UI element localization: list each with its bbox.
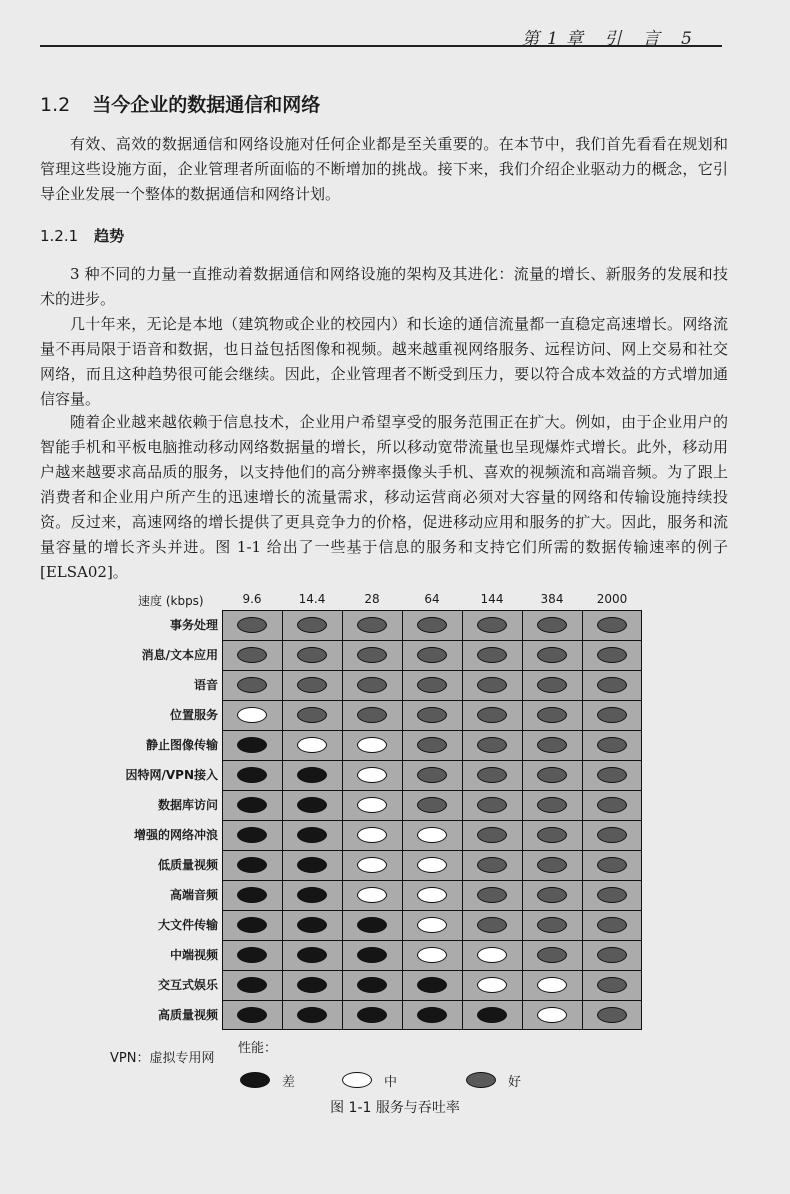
- performance-mark-good: [477, 647, 507, 663]
- section-title: 当今企业的数据通信和网络: [92, 94, 321, 116]
- performance-mark-good: [537, 947, 567, 963]
- grid-line-horizontal: [223, 910, 641, 911]
- performance-mark-good: [477, 617, 507, 633]
- legend-label-medium: 中: [384, 1075, 398, 1090]
- performance-mark-poor: [357, 1007, 387, 1023]
- performance-mark-poor: [297, 797, 327, 813]
- performance-mark-good: [477, 677, 507, 693]
- subsection-heading: [40, 225, 124, 246]
- service-label-1: 消息/文本应用: [141, 648, 218, 662]
- legend-swatch-medium: [342, 1072, 372, 1088]
- performance-mark-good: [357, 707, 387, 723]
- performance-mark-medium: [477, 977, 507, 993]
- performance-mark-good: [297, 617, 327, 633]
- performance-mark-medium: [357, 767, 387, 783]
- legend-label-poor: 差: [282, 1075, 296, 1090]
- speed-tick-0: 9.6: [242, 592, 262, 606]
- running-header: 第1章 引 言 5: [522, 29, 700, 49]
- grid-line-horizontal: [223, 760, 641, 761]
- performance-mark-good: [417, 797, 447, 813]
- performance-mark-good: [537, 767, 567, 783]
- performance-mark-good: [417, 617, 447, 633]
- performance-mark-medium: [237, 707, 267, 723]
- service-label-6: 数据库访问: [157, 798, 218, 812]
- service-label-5: 因特网/VPN接入: [125, 768, 218, 782]
- performance-mark-medium: [417, 947, 447, 963]
- performance-mark-good: [417, 647, 447, 663]
- performance-mark-good: [537, 707, 567, 723]
- service-label-0: 事务处理: [169, 618, 218, 632]
- service-label-2: 语音: [193, 678, 218, 692]
- service-label-8: 低质量视频: [157, 858, 218, 872]
- performance-mark-poor: [237, 977, 267, 993]
- legend-title: 性能：: [238, 1041, 278, 1056]
- performance-mark-poor: [297, 887, 327, 903]
- performance-mark-poor: [297, 827, 327, 843]
- performance-mark-good: [237, 617, 267, 633]
- performance-mark-good: [477, 737, 507, 753]
- performance-mark-poor: [297, 1007, 327, 1023]
- performance-mark-medium: [417, 857, 447, 873]
- performance-mark-good: [417, 677, 447, 693]
- performance-mark-poor: [297, 857, 327, 873]
- performance-mark-good: [537, 737, 567, 753]
- performance-mark-medium: [357, 857, 387, 873]
- performance-mark-medium: [537, 1007, 567, 1023]
- performance-mark-medium: [537, 977, 567, 993]
- speed-tick-5: 384: [540, 592, 564, 606]
- service-label-9: 高端音频: [169, 888, 218, 902]
- performance-mark-good: [297, 707, 327, 723]
- legend-swatch-poor: [240, 1072, 270, 1088]
- performance-mark-poor: [297, 947, 327, 963]
- section-number: 1.2: [40, 94, 71, 116]
- performance-mark-good: [477, 857, 507, 873]
- paragraph-3: 随着企业越来越依赖于信息技术，企业用户希望享受的服务范围正在扩大。例如，由于企业用户的智能手机和平板电脑推动移动网络数据量的增长，所以移动宽带流量也呈现爆炸式增长。此外，移动用户越来越要求高品质的服务，以支持他们的高分辨率摄像头手机、喜欢的视频流和高端音频。为了跟上消费者和企业用户所产生的迅速增长的流量需求，移动运营商必须对大容量的网络和传输设施持续投资。反过来，高速网络的增长提供了更具竞争力的价格，促进移动应用和服务的扩大。因此，服务和流量容量的增长齐头并进。图 1-1 给出了一些基于信息的服务和支持它们所需的数据传输速率的例子 [ELSA02]。: [40, 413, 728, 581]
- grid-line-horizontal: [223, 1000, 641, 1001]
- figure-caption: 图 1-1 服务与吞吐率: [330, 1100, 460, 1116]
- service-label-7: 增强的网络冲浪: [133, 828, 218, 842]
- vpn-note: VPN：虚拟专用网: [110, 1051, 215, 1066]
- grid-line-horizontal: [223, 670, 641, 671]
- performance-mark-poor: [357, 947, 387, 963]
- service-label-4: 静止图像传输: [145, 738, 218, 752]
- performance-mark-medium: [417, 827, 447, 843]
- performance-mark-medium: [357, 797, 387, 813]
- performance-mark-good: [297, 647, 327, 663]
- performance-mark-good: [597, 647, 627, 663]
- service-label-12: 交互式娱乐: [157, 978, 218, 992]
- performance-mark-good: [357, 677, 387, 693]
- grid-line-horizontal: [223, 730, 641, 731]
- performance-mark-good: [537, 827, 567, 843]
- grid-line-horizontal: [223, 850, 641, 851]
- performance-mark-medium: [477, 947, 507, 963]
- intro-paragraph: 有效、高效的数据通信和网络设施对任何企业都是至关重要的。在本节中，我们首先看看在规划和管理这些设施方面，企业管理者所面临的不断增加的挑战。接下来，我们介绍企业驱动力的概念，它引导企业发展一个整体的数据通信和网络计划。: [40, 135, 728, 203]
- performance-mark-good: [597, 737, 627, 753]
- performance-mark-poor: [237, 857, 267, 873]
- performance-mark-medium: [417, 887, 447, 903]
- performance-mark-poor: [297, 977, 327, 993]
- legend-label-good: 好: [508, 1075, 522, 1090]
- service-label-13: 高质量视频: [157, 1008, 218, 1022]
- performance-mark-good: [597, 947, 627, 963]
- performance-mark-good: [357, 647, 387, 663]
- performance-mark-good: [597, 617, 627, 633]
- performance-mark-good: [237, 647, 267, 663]
- performance-mark-good: [297, 677, 327, 693]
- performance-mark-good: [597, 797, 627, 813]
- grid-line-horizontal: [223, 820, 641, 821]
- speed-tick-2: 28: [364, 592, 380, 606]
- performance-mark-poor: [357, 917, 387, 933]
- legend-swatch-good: [466, 1072, 496, 1088]
- figure-1-1: [110, 585, 680, 1116]
- performance-mark-poor: [237, 767, 267, 783]
- grid-line-horizontal: [223, 970, 641, 971]
- performance-mark-good: [417, 707, 447, 723]
- performance-mark-poor: [237, 827, 267, 843]
- performance-mark-good: [477, 887, 507, 903]
- grid-line-horizontal: [223, 940, 641, 941]
- performance-mark-poor: [417, 977, 447, 993]
- service-throughput-grid: [222, 610, 642, 1030]
- performance-mark-good: [597, 887, 627, 903]
- speed-axis-label: 速度 (kbps): [138, 594, 204, 608]
- performance-mark-poor: [417, 1007, 447, 1023]
- performance-mark-medium: [297, 737, 327, 753]
- performance-mark-good: [597, 1007, 627, 1023]
- paragraph-2: 几十年来，无论是本地（建筑物或企业的校园内）和长途的通信流量都一直稳定高速增长。网络流量不再局限于语音和数据，也日益包括图像和视频。越来越重视网络服务、远程访问、网上交易和社交网络，而且这种趋势很可能会继续。因此，企业管理者不断受到压力，要以符合成本效益的方式增加通信容量。: [40, 315, 728, 408]
- performance-mark-good: [237, 677, 267, 693]
- performance-mark-good: [477, 767, 507, 783]
- service-label-10: 大文件传输: [157, 918, 218, 932]
- speed-tick-6: 2000: [596, 592, 628, 606]
- performance-mark-medium: [357, 827, 387, 843]
- performance-mark-good: [597, 707, 627, 723]
- subsection-title: 趋势: [94, 227, 125, 245]
- performance-mark-poor: [237, 887, 267, 903]
- header-rule: [40, 45, 722, 47]
- performance-mark-good: [417, 767, 447, 783]
- subsection-number: 1.2.1: [40, 227, 79, 245]
- section-heading: [40, 90, 320, 117]
- performance-mark-medium: [357, 737, 387, 753]
- grid-line-horizontal: [223, 880, 641, 881]
- performance-mark-poor: [477, 1007, 507, 1023]
- grid-line-horizontal: [223, 790, 641, 791]
- grid-line-horizontal: [223, 700, 641, 701]
- performance-mark-good: [537, 857, 567, 873]
- performance-mark-good: [477, 707, 507, 723]
- performance-mark-good: [537, 647, 567, 663]
- speed-tick-3: 64: [424, 592, 440, 606]
- paragraph-1: 3 种不同的力量一直推动着数据通信和网络设施的架构及其进化：流量的增长、新服务的发展和技术的进步。: [40, 265, 728, 308]
- service-label-11: 中端视频: [169, 948, 218, 962]
- performance-mark-good: [357, 617, 387, 633]
- performance-mark-poor: [297, 767, 327, 783]
- performance-mark-good: [597, 767, 627, 783]
- performance-mark-poor: [357, 977, 387, 993]
- performance-mark-poor: [237, 737, 267, 753]
- performance-mark-poor: [237, 1007, 267, 1023]
- performance-mark-good: [597, 827, 627, 843]
- performance-mark-good: [537, 677, 567, 693]
- performance-mark-good: [537, 887, 567, 903]
- performance-mark-good: [477, 917, 507, 933]
- grid-line-horizontal: [223, 640, 641, 641]
- performance-mark-poor: [237, 917, 267, 933]
- performance-mark-good: [597, 857, 627, 873]
- performance-mark-good: [477, 797, 507, 813]
- speed-tick-1: 14.4: [298, 592, 326, 606]
- performance-mark-good: [597, 977, 627, 993]
- performance-mark-poor: [237, 797, 267, 813]
- performance-mark-poor: [297, 917, 327, 933]
- performance-mark-good: [537, 917, 567, 933]
- performance-mark-poor: [237, 947, 267, 963]
- performance-mark-medium: [417, 917, 447, 933]
- performance-mark-good: [597, 917, 627, 933]
- performance-mark-good: [477, 827, 507, 843]
- performance-mark-good: [537, 617, 567, 633]
- performance-mark-good: [537, 797, 567, 813]
- speed-tick-4: 144: [480, 592, 504, 606]
- performance-mark-good: [597, 677, 627, 693]
- performance-mark-medium: [357, 887, 387, 903]
- service-label-3: 位置服务: [169, 708, 218, 722]
- performance-mark-good: [417, 737, 447, 753]
